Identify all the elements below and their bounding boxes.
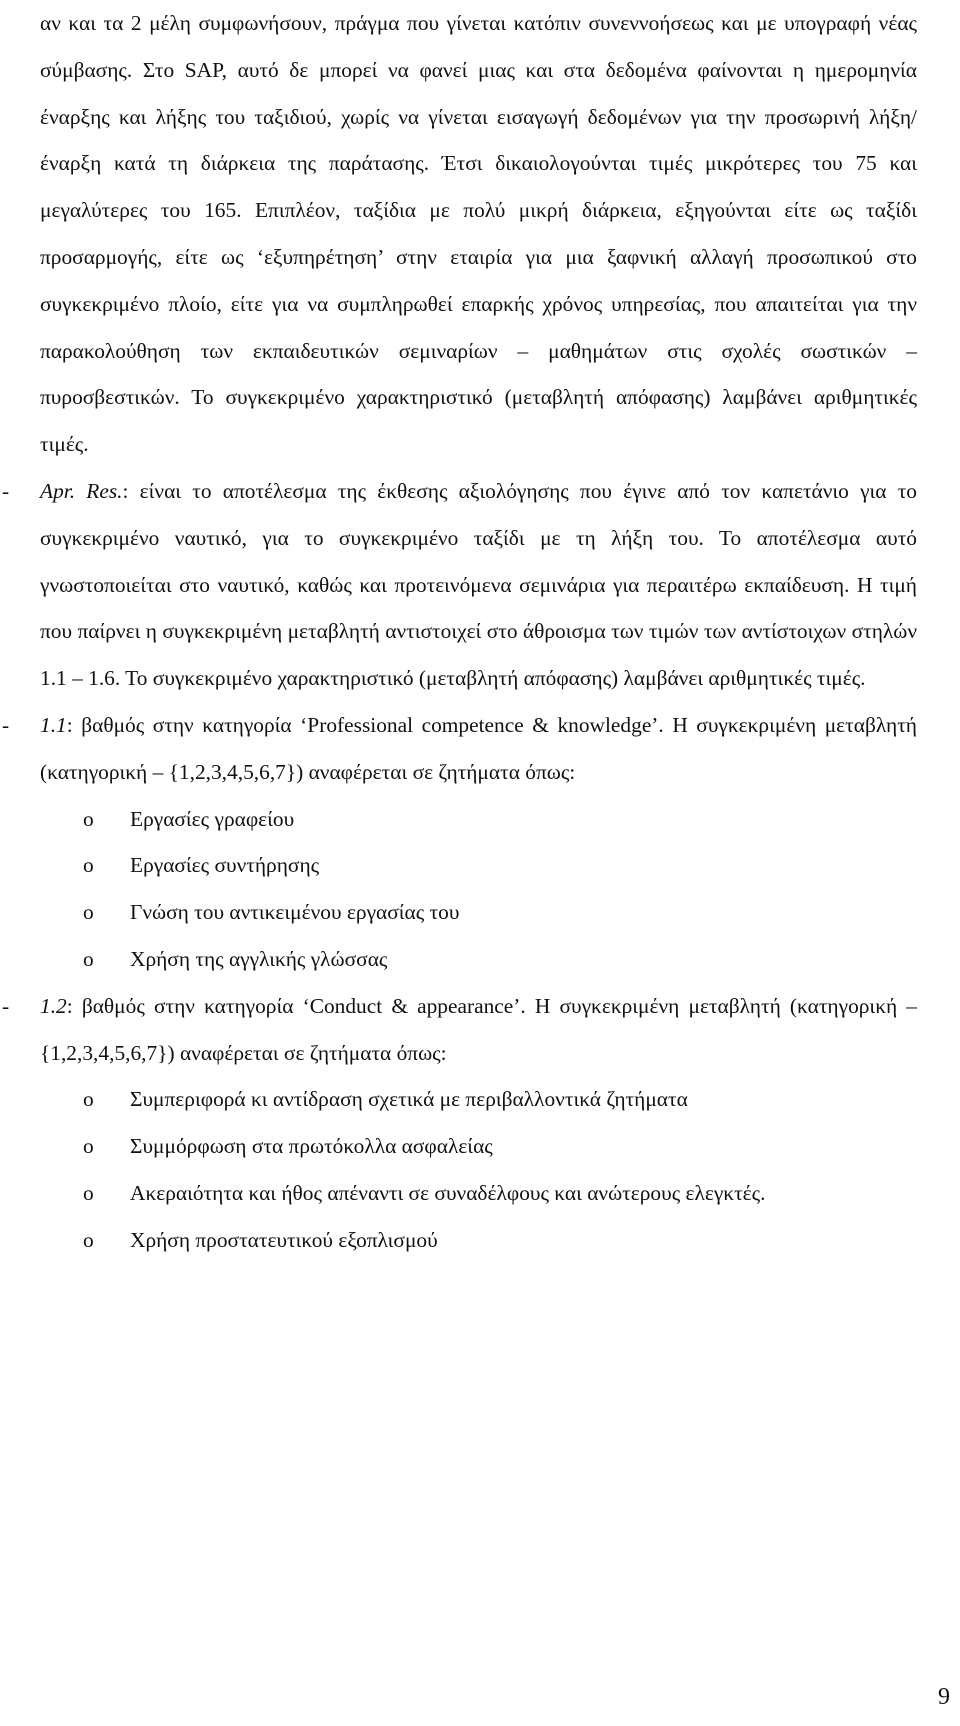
list-item-text: Χρήση της αγγλικής γλώσσας [130, 946, 388, 971]
bullet-marker: o [83, 1180, 94, 1205]
list-item-text: Ακεραιότητα και ήθος απέναντι σε συναδέλφους και ανώτερους ελεγκτές. [130, 1180, 766, 1205]
list-item-text: Εργασίες γραφείου [130, 806, 295, 831]
definition-item-1-1 [2, 702, 917, 983]
list-item [40, 1170, 917, 1217]
list-item-text: Συμμόρφωση στα πρωτόκολλα ασφαλείας [130, 1134, 493, 1159]
definition-text: : βαθμός στην κατηγορία ‘Professional competence & knowledge’. Η συγκεκριμένη μεταβλητή (κατηγορική – {1,2,3,4,5,6,7}) αναφέρεται σε ζητήματα όπως: [40, 712, 917, 784]
bullet-marker: o [83, 853, 94, 878]
definition-paragraph [40, 702, 917, 796]
list-dash: - [2, 478, 10, 503]
list-item-text: Χρήση προστατευτικού εξοπλισμού [130, 1227, 438, 1252]
bullet-marker: o [83, 1087, 94, 1112]
definition-text: : βαθμός στην κατηγορία ‘Conduct & appearance’. Η συγκεκριμένη μεταβλητή (κατηγορική – {1,2,3,4,5,6,7}) αναφέρεται σε ζητήματα όπως: [40, 993, 917, 1065]
document-page [2, 0, 917, 1264]
definition-term: Apr. Res. [40, 478, 123, 503]
definition-paragraph [40, 983, 917, 1077]
definition-text: : είναι το αποτέλεσμα της έκθεσης αξιολόγησης που έγινε από τον καπετάνιο για το συγκεκριμένο ναυτικό, για το συγκεκριμένο ταξίδι με τη λήξη του. Το αποτέλεσμα αυτό γνωστοποιείται στο ναυτικό, καθώς και προτεινόμενα σεμινάρια για περαιτέρω εκπαίδευση. Η τιμή που παίρνει η συγκεκριμένη μεταβλητή αντιστοιχεί στο άθροισμα των τιμών των αντίστοιχων στηλών 1.1 – 1.6. Το συγκεκριμένο χαρακτηριστικό (μεταβλητή απόφασης) λαμβάνει αριθμητικές τιμές. [40, 478, 917, 691]
list-item [40, 842, 917, 889]
bullet-marker: o [83, 1227, 94, 1252]
bullet-marker: o [83, 1134, 94, 1159]
list-item [40, 796, 917, 843]
list-item [40, 889, 917, 936]
bullet-marker: o [83, 806, 94, 831]
list-item [40, 1217, 917, 1264]
bullet-list [40, 1076, 917, 1263]
list-item-text: Εργασίες συντήρησης [130, 853, 320, 878]
definition-paragraph [40, 468, 917, 702]
definition-term: 1.2 [40, 993, 67, 1018]
bullet-marker: o [83, 946, 94, 971]
list-dash: - [2, 712, 10, 737]
bullet-marker: o [83, 900, 94, 925]
definition-item-1-2 [2, 983, 917, 1264]
list-item [40, 936, 917, 983]
definition-term: 1.1 [40, 712, 67, 737]
intro-paragraph: αν και τα 2 μέλη συμφωνήσουν, πράγμα που γίνεται κατόπιν συνεννοήσεως και με υπογραφή νέας σύμβασης. Στο SAP, αυτό δε μπορεί να φανεί μιας και στα δεδομένα φαίνονται η ημερομηνία έναρξης και λήξης του ταξιδιού, χωρίς να γίνεται εισαγωγή δεδομένων για την προσωρινή λήξη/έναρξη κατά τη διάρκεια της παράτασης. Έτσι δικαιολογούνται τιμές μικρότερες του 75 και μεγαλύτερες του 165. Επιπλέον, ταξίδια με πολύ μικρή διάρκεια, εξηγούνται είτε ως ταξίδι προσαρμογής, είτε ως ‘εξυπηρέτηση’ στην εταιρία για μια ξαφνική αλλαγή προσωπικού στο συγκεκριμένο πλοίο, είτε για να συμπληρωθεί επαρκής χρόνος υπηρεσίας, που απαιτείται για την παρακολούθηση των εκπαιδευτικών σεμιναρίων – μαθημάτων στις σχολές σωστικών – πυροσβεστικών. Το συγκεκριμένο χαρακτηριστικό (μεταβλητή απόφασης) λαμβάνει αριθμητικές τιμές. [40, 11, 917, 457]
bullet-list [40, 796, 917, 983]
list-item-text: Γνώση του αντικειμένου εργασίας του [130, 900, 460, 925]
list-item-text: Συμπεριφορά κι αντίδραση σχετικά με περιβαλλοντικά ζητήματα [130, 1087, 688, 1112]
list-item [40, 1076, 917, 1123]
list-item [40, 1123, 917, 1170]
definition-item-apr-res [2, 468, 917, 702]
page-number: 9 [938, 1684, 950, 1710]
list-dash: - [2, 993, 10, 1018]
